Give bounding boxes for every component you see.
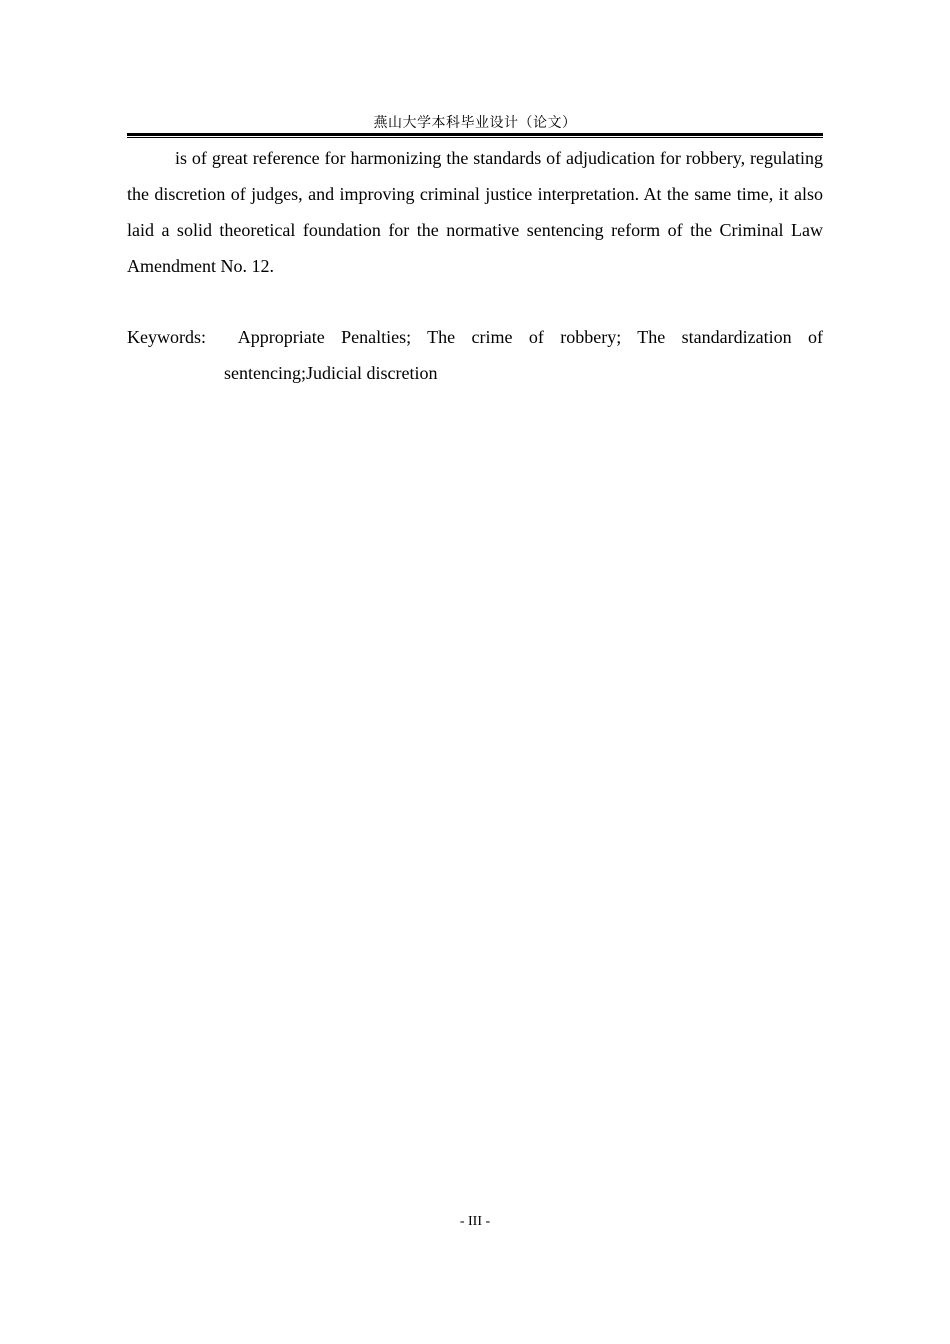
keywords-line	[127, 319, 823, 391]
page-header	[127, 113, 823, 133]
header-rule	[127, 133, 823, 138]
header-title: 燕山大学本科毕业设计（论文）	[373, 115, 577, 131]
page-number: - III -	[459, 1214, 491, 1229]
keywords-label: Keywords:	[127, 327, 206, 347]
abstract-paragraph: is of great reference for harmonizing the standards of adjudication for robbery, regulating the discretion of judges, and improving criminal justice interpretation. At the same time, it also laid a solid theoretical foundation for the normative sentencing reform of the Criminal Law Amendment No. 12.	[127, 148, 823, 276]
keywords-text: Appropriate Penalties; The crime of robbery; The standardization of sentencing;Judicial discretion	[224, 327, 823, 383]
